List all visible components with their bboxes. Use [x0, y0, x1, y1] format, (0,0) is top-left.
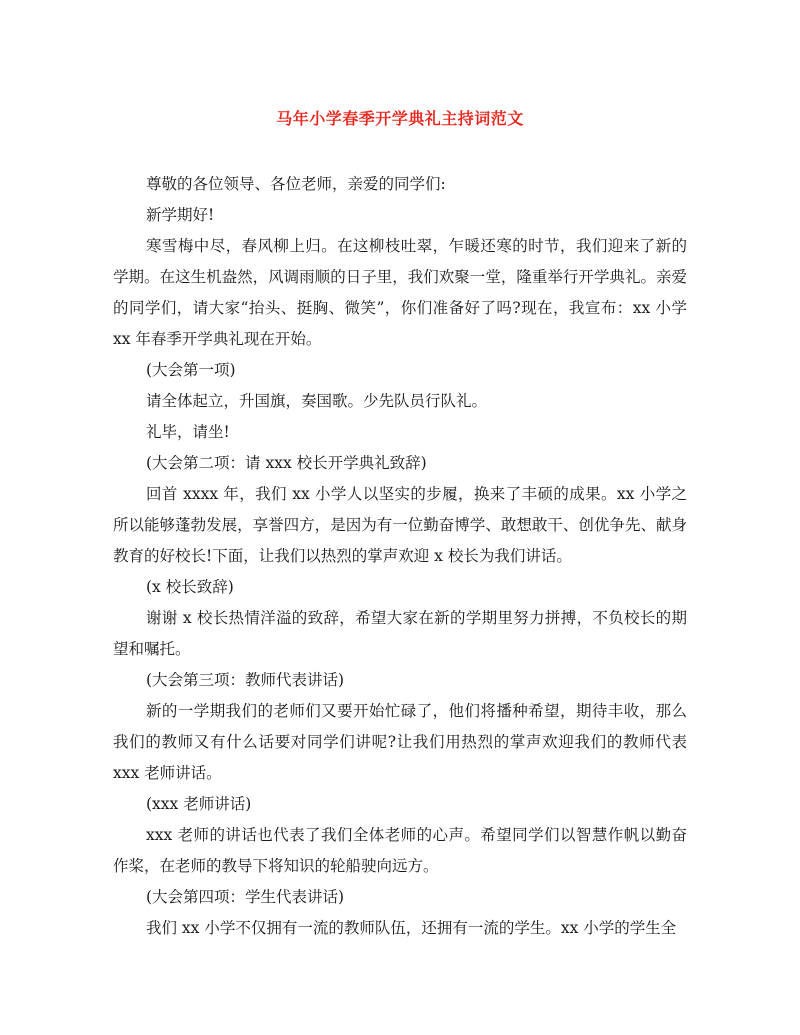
agenda-item-1: (大会第一项)	[146, 361, 236, 379]
teacher-speech-note: (xxx 老师讲话)	[146, 795, 252, 813]
principal-speech-note: (x 校长致辞)	[146, 578, 234, 596]
agenda-item-2: (大会第二项：请 xxx 校长开学典礼致辞)	[146, 454, 427, 472]
agenda-item-3: (大会第三项：教师代表讲话)	[146, 671, 345, 689]
agenda-item-4: (大会第四项：学生代表讲话)	[146, 888, 345, 906]
document-body	[113, 169, 687, 944]
principal-intro-paragraph: 回首 xxxx 年，我们 xx 小学人以坚实的步履，换来了丰硕的成果。xx 小学之所以能够蓬勃发展，享誉四方，是因为有一位勤奋博学、敢想敢干、创优争先、献身教育的好校长!下面，让我们以热烈的掌声欢迎 x 校长为我们讲话。	[113, 485, 687, 565]
teacher-thanks-paragraph: xxx 老师的讲话也代表了我们全体老师的心声。希望同学们以智慧作帆以勤奋作桨，在老师的教导下将知识的轮船驶向远方。	[113, 826, 687, 875]
student-intro-paragraph: 我们 xx 小学不仅拥有一流的教师队伍，还拥有一流的学生。xx 小学的学生全	[146, 919, 677, 937]
teacher-intro-paragraph: 新的一学期我们的老师们又要开始忙碌了，他们将播种希望，期待丰收，那么我们的教师又有什么话要对同学们讲呢?让我们用热烈的掌声欢迎我们的教师代表 xxx 老师讲话。	[113, 702, 687, 782]
greeting-paragraph: 尊敬的各位领导、各位老师，亲爱的同学们:	[146, 175, 446, 193]
thanks-principal-paragraph: 谢谢 x 校长热情洋溢的致辞，希望大家在新的学期里努力拼搏，不负校长的期望和嘱托。	[113, 609, 687, 658]
be-seated-paragraph: 礼毕，请坐!	[146, 423, 230, 441]
new-term-paragraph: 新学期好!	[146, 206, 215, 224]
flag-ceremony-paragraph: 请全体起立，升国旗，奏国歌。少先队员行队礼。	[146, 392, 488, 410]
opening-paragraph: 寒雪梅中尽，春风柳上归。在这柳枝吐翠，乍暖还寒的时节，我们迎来了新的学期。在这生机盎然，风调雨顺的日子里，我们欢聚一堂，隆重举行开学典礼。亲爱的同学们，请大家“抬头、挺胸、微笑”，你们准备好了吗?现在，我宣布：xx 小学 xx 年春季开学典礼现在开始。	[113, 237, 687, 348]
document-title: 马年小学春季开学典礼主持词范文	[276, 109, 524, 128]
